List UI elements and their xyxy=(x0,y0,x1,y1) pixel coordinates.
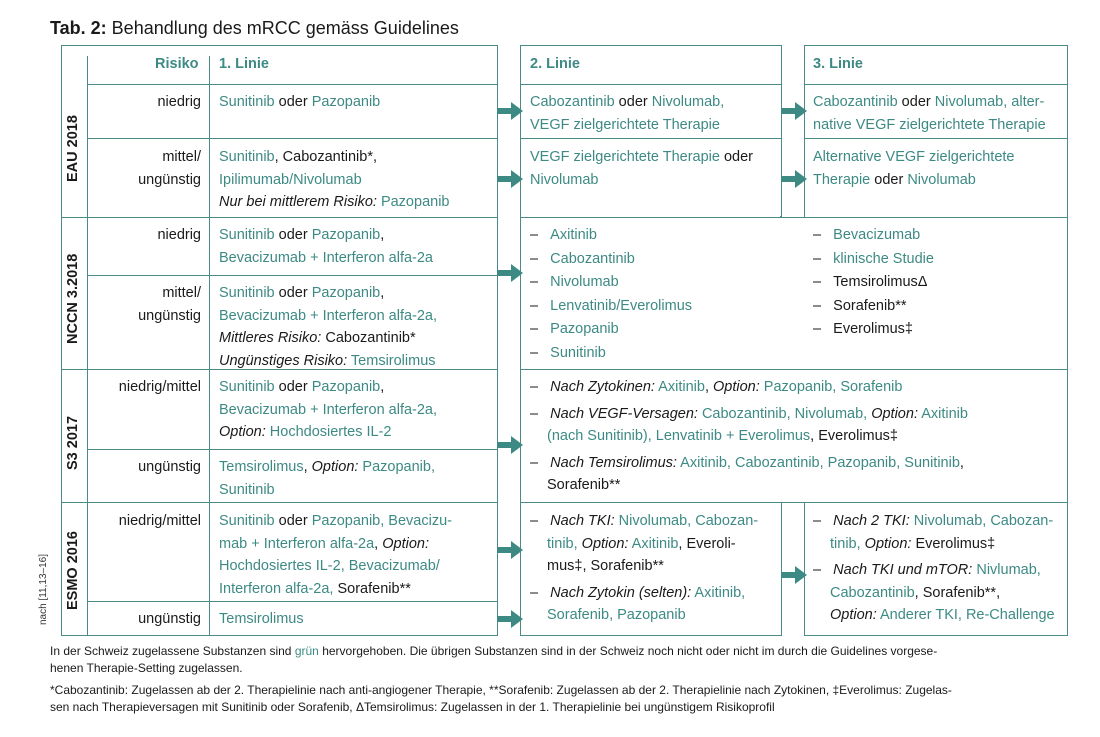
list-item: – klinische Studie xyxy=(813,250,934,267)
table-title: Tab. 2: Behandlung des mRCC gemäss Guidelines xyxy=(50,18,459,38)
list-item: – Cabozantinib xyxy=(530,250,635,267)
risk-s3-low: niedrig/mittel xyxy=(118,379,201,395)
guideline-eau: EAU 2018 xyxy=(65,115,81,182)
arrow-right-icon xyxy=(497,610,523,628)
list-item: – Nach Zytokin (selten): Axitinib, xyxy=(530,584,746,601)
header-risk: Risiko xyxy=(155,56,199,72)
risk-nccn-low: niedrig xyxy=(157,227,201,243)
list-item: – TemsirolimusΔ xyxy=(813,274,928,290)
eau-line1-mid: Sunitinib, Cabozantinib*, Ipilimumab/Nivolumab Nur bei mittlerem Risiko: Pazopanib xyxy=(219,149,450,210)
s3-line1-poor: Temsirolimus, Option: Pazopanib, Sunitinib xyxy=(219,459,435,498)
eau-line1-low: Sunitinib oder Pazopanib xyxy=(219,94,381,110)
footnote-legend: In der Schweiz zugelassene Substanzen sind grün hervorgehoben. Die übrigen Substanzen sind in der Schweiz noch nicht oder nicht im durch die Guidelines vorgese- henen Therapie-Setting zugelassen. xyxy=(50,644,938,675)
footnote-approvals: *Cabozantinib: Zugelassen ab der 2. Therapielinie nach anti-angiogener Therapie, **Sorafenib: Zugelassen ab der 2. Therapielinie nach Zytokinen, ‡Everolimus: Zugelas- sen nach Therapieversagen mit Sunitinib oder Sorafenib, ΔTemsirolimus: Zugelassen in der 1. Therapielinie bei ungünstigem Risikoprofil xyxy=(50,683,952,714)
list-item: – Nach VEGF-Versagen: Cabozantinib, Nivolumab, Option: Axitinib xyxy=(530,405,968,422)
eau-line3-low: Cabozantinib oder Nivolumab, alter- native VEGF zielgerichtete Therapie xyxy=(813,94,1046,133)
risk-nccn-mid: mittel/ ungünstig xyxy=(138,285,201,324)
header-line2: 2. Linie xyxy=(530,56,580,72)
list-item: – Nach Zytokinen: Axitinib, Option: Pazopanib, Sorafenib xyxy=(530,379,903,395)
list-item: – Sorafenib** xyxy=(813,297,907,314)
arrow-right-icon xyxy=(497,436,523,454)
list-item: – Sunitinib xyxy=(530,344,606,361)
s3-line1-low: Sunitinib oder Pazopanib, Bevacizumab + Interferon alfa-2a, Option: Hochdosiertes IL-2 xyxy=(219,379,438,440)
list-item: – Nivolumab xyxy=(530,274,619,290)
nccn-line1-low: Sunitinib oder Pazopanib, Bevacizumab + Interferon alfa-2a xyxy=(219,227,433,266)
risk-esmo-poor: ungünstig xyxy=(138,611,201,627)
risk-s3-poor: ungünstig xyxy=(138,459,201,475)
arrow-right-icon xyxy=(497,170,523,188)
list-item: – Everolimus‡ xyxy=(813,321,913,337)
risk-esmo-low: niedrig/mittel xyxy=(118,513,201,529)
list-item: – Lenvatinib/Everolimus xyxy=(530,297,693,314)
list-item: – Nach TKI und mTOR: Nivlumab, xyxy=(813,562,1041,578)
esmo-line1-low: Sunitinib oder Pazopanib, Bevacizu- mab + Interferon alfa-2a, Option: Hochdosiertes IL-2, Bevacizumab/ Interferon alfa-2a, Sorafenib** xyxy=(219,513,452,597)
arrow-right-icon xyxy=(497,264,523,282)
list-item: – Nach 2 TKI: Nivolumab, Cabozan- xyxy=(813,513,1054,529)
esmo-line1-poor: Temsirolimus xyxy=(219,611,304,627)
s3-line23: – Nach Zytokinen: Axitinib, Option: Pazopanib, Sorafenib – Nach VEGF-Versagen: Cabozantinib, Nivolumab, Option: Axitinib (nach Sunitinib), Lenvatinib + Everolimus, Everolimus‡ – Nach Temsirolimus: Axitinib, Cabozantinib, Pazopanib, Sunitinib, Sorafenib** xyxy=(530,376,1060,497)
esmo-line3: – Nach 2 TKI: Nivolumab, Cabozan- tinib, Option: Everolimus‡ – Nach TKI und mTOR: Nivlumab, Cabozantinib, Sorafenib**, Option: Anderer TKI, Re-Challenge xyxy=(813,510,1055,627)
list-item: – Nach Temsirolimus: Axitinib, Cabozantinib, Pazopanib, Sunitinib, xyxy=(530,454,964,471)
list-item: – Bevacizumab xyxy=(813,227,921,243)
eau-line2-mid: VEGF zielgerichtete Therapie oder Nivolumab xyxy=(530,149,753,188)
header-line3: 3. Linie xyxy=(813,56,863,72)
guideline-nccn: NCCN 3.2018 xyxy=(65,253,81,344)
risk-eau-mid: mittel/ ungünstig xyxy=(138,149,201,188)
eau-line2-low: Cabozantinib oder Nivolumab, VEGF zielgerichtete Therapie xyxy=(530,94,725,133)
list-item: – Axitinib xyxy=(530,227,597,243)
nccn-line2-list xyxy=(530,224,692,365)
guideline-s3: S3 2017 xyxy=(65,415,81,470)
nccn-line1-mid: Sunitinib oder Pazopanib, Bevacizumab + Interferon alfa-2a, Mittleres Risiko: Cabozantinib* Ungünstiges Risiko: Temsirolimus xyxy=(219,285,438,369)
list-item: – Pazopanib xyxy=(530,321,619,337)
arrow-right-icon xyxy=(781,566,807,584)
arrow-right-icon xyxy=(781,102,807,120)
risk-eau-low: niedrig xyxy=(157,94,201,110)
source-note: nach [11,13–16] xyxy=(38,554,49,625)
arrow-right-icon xyxy=(781,170,807,188)
esmo-line2: – Nach TKI: Nivolumab, Cabozan- tinib, Option: Axitinib, Everoli- mus‡, Sorafenib** – Nach Zytokin (selten): Axitinib, Sorafenib, Pazopanib xyxy=(530,510,758,627)
header-line1: 1. Linie xyxy=(219,56,269,72)
list-item: – Nach TKI: Nivolumab, Cabozan- xyxy=(530,513,759,529)
nccn-line3-list xyxy=(813,224,934,342)
eau-line3-mid: Alternative VEGF zielgerichtete Therapie oder Nivolumab xyxy=(813,149,1015,188)
arrow-right-icon xyxy=(497,102,523,120)
guideline-esmo: ESMO 2016 xyxy=(65,531,81,610)
arrow-right-icon xyxy=(497,541,523,559)
